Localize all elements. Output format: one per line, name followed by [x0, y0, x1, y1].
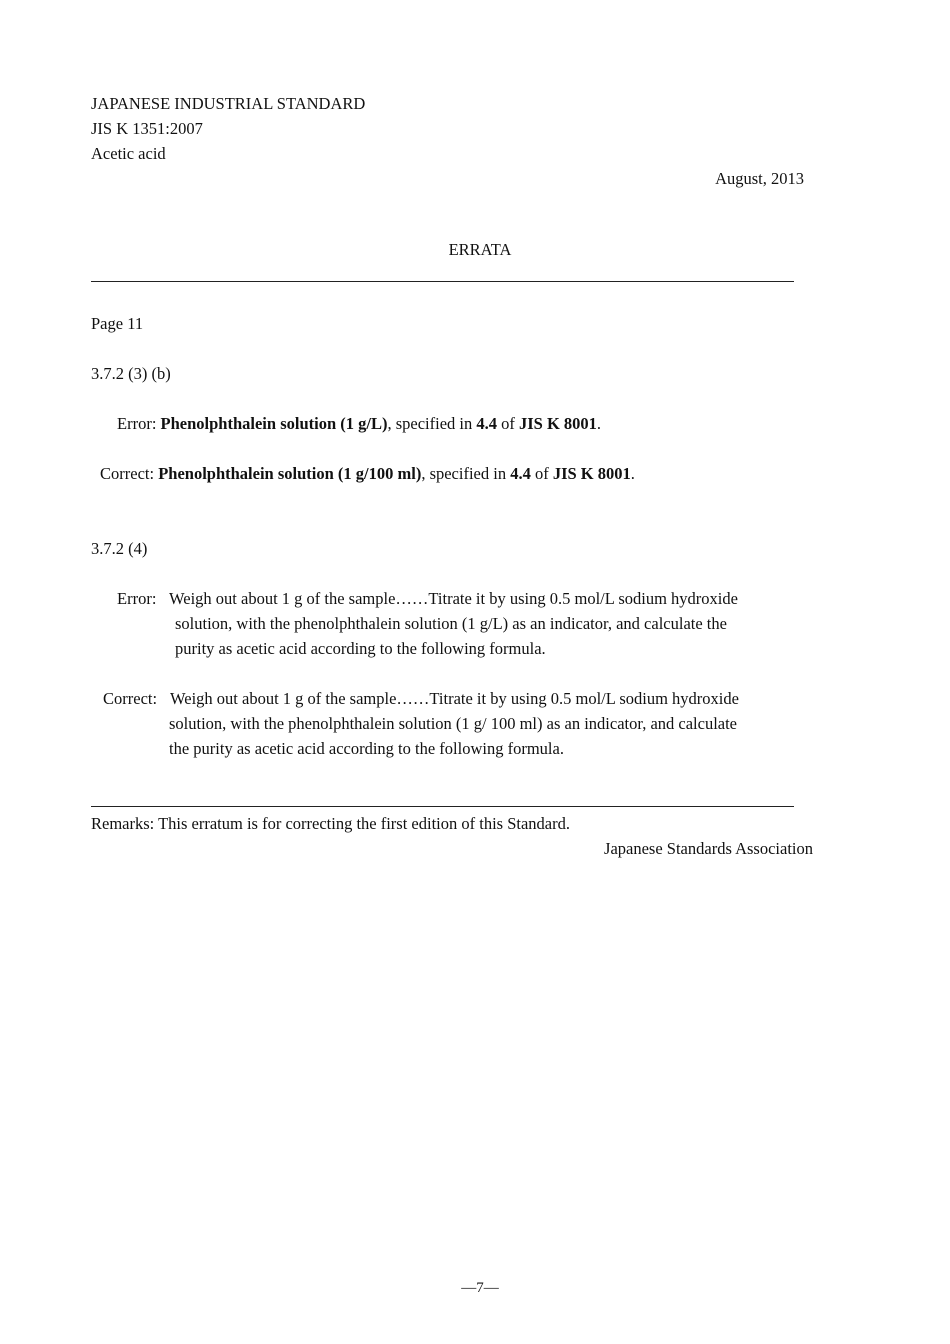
section2-error-label: Error: — [117, 589, 157, 608]
section2-error-line-2: solution, with the phenolphthalein solution (1 g/L) as an indicator, and calculate the — [175, 614, 727, 633]
section1-correct — [100, 461, 635, 486]
section1-clause: 3.7.2 (3) (b) — [91, 364, 171, 383]
section2-error-line-3: purity as acetic acid according to the following formula. — [175, 639, 546, 658]
section2-correct-line-1: Weigh out about 1 g of the sample……Titrate it by using 0.5 mol/L sodium hydroxide — [170, 689, 739, 708]
page-reference: Page 11 — [91, 314, 144, 333]
section2-correct-line-3: the purity as acetic acid according to the following formula. — [169, 739, 564, 758]
section1-correct-text: , specified in — [421, 464, 511, 483]
remarks-divider — [91, 806, 794, 807]
section1-error-standard-ref: JIS K 8001 — [518, 414, 597, 433]
section1-error-text: , specified in — [387, 414, 477, 433]
section1-correct-clause-ref: 4.4 — [510, 464, 531, 483]
standard-number: JIS K 1351:2007 — [91, 119, 203, 138]
issuer: Japanese Standards Association — [604, 839, 813, 858]
section2-correct-line-2: solution, with the phenolphthalein solution (1 g/ 100 ml) as an indicator, and calculate — [169, 714, 738, 733]
section2-clause: 3.7.2 (4) — [91, 539, 148, 558]
section2-error-line-1 — [169, 586, 837, 611]
section1-error — [117, 411, 601, 436]
section1-correct-end: . — [630, 464, 635, 483]
section1-correct-label: Correct: — [100, 464, 155, 483]
standard-subject: Acetic acid — [91, 144, 166, 163]
section1-error-item: Phenolphthalein solution (1 g/L) — [160, 414, 388, 433]
section2-error-line-1-text: Weigh out about 1 g of the sample……Titrate it by using 0.5 mol/L sodium hydroxide — [169, 589, 738, 608]
section1-error-clause-ref: 4.4 — [476, 414, 497, 433]
section1-correct-of: of — [530, 464, 553, 483]
section1-error-of: of — [496, 414, 519, 433]
title-divider — [91, 281, 794, 282]
remarks: Remarks: This erratum is for correcting the first edition of this Standard. — [91, 814, 570, 833]
page-title: ERRATA — [448, 240, 512, 259]
issue-date: August, 2013 — [715, 169, 804, 188]
standard-type: JAPANESE INDUSTRIAL STANDARD — [91, 94, 366, 113]
section1-correct-item: Phenolphthalein solution (1 g/100 ml) — [158, 464, 422, 483]
page-number: —7— — [461, 1280, 499, 1296]
section1-error-label: Error: — [117, 414, 157, 433]
section1-error-end: . — [596, 414, 602, 433]
section2-correct-label: Correct: — [103, 689, 158, 708]
section1-correct-standard-ref: JIS K 8001 — [552, 464, 631, 483]
